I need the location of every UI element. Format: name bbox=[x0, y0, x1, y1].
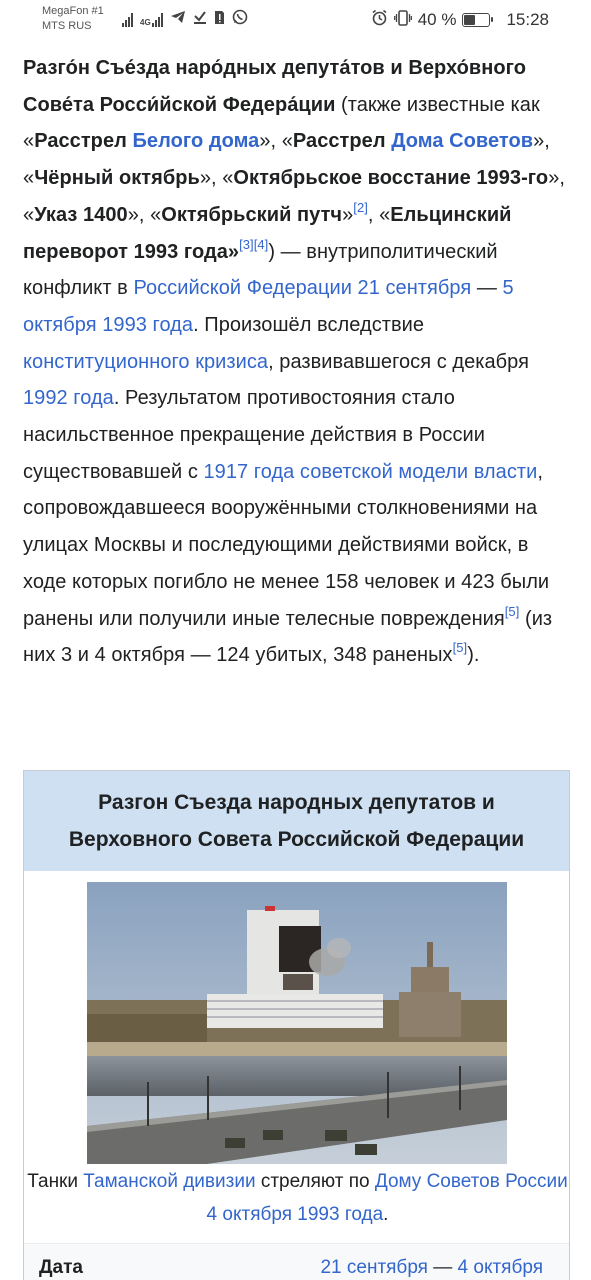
link-date-4-october[interactable]: 4 октября bbox=[457, 1257, 543, 1278]
sim-alert-icon bbox=[214, 10, 225, 30]
link-russian-federation[interactable]: Российской Федерации bbox=[133, 277, 352, 300]
reference-4[interactable]: [4] bbox=[253, 236, 269, 252]
text-segment: », « bbox=[199, 167, 234, 190]
link-belogo-doma[interactable]: Белого дома bbox=[132, 130, 260, 153]
white-house-photo[interactable] bbox=[87, 882, 507, 1164]
alt-name-rasstrel-prefix: Расстрел bbox=[34, 130, 133, 153]
system-status bbox=[371, 9, 549, 31]
text-segment: — bbox=[471, 277, 503, 300]
link-doma-sovetov[interactable]: Дома Советов bbox=[391, 130, 534, 153]
whatsapp-icon bbox=[232, 9, 248, 30]
notification-icons bbox=[122, 9, 248, 30]
status-bar bbox=[0, 0, 591, 40]
link-tamanskaya-division[interactable]: Таманской дивизии bbox=[83, 1171, 256, 1192]
vibrate-icon bbox=[394, 10, 412, 31]
text-segment: », « bbox=[23, 130, 550, 190]
link-1993-year-caption[interactable]: 1993 года bbox=[297, 1204, 384, 1225]
text-segment: ) — внутриполитический конфликт в bbox=[23, 240, 498, 300]
infobox-body bbox=[24, 871, 569, 1280]
alt-name-rasstrel-prefix-2: Расстрел bbox=[292, 130, 392, 153]
link-date-21-september[interactable]: 21 сентября bbox=[320, 1257, 428, 1278]
link-dom-sovetov-rossii[interactable]: Дому Советов России bbox=[374, 1171, 568, 1192]
battery-percentage: 40 % bbox=[417, 10, 457, 29]
text-segment: , развивавшегося с декабря bbox=[268, 350, 530, 373]
text-segment: . Результатом противостояния стало насильственное прекращение действия в России существовавшей с bbox=[23, 387, 485, 483]
text-segment: », « bbox=[127, 203, 162, 226]
text-segment: ). bbox=[467, 644, 480, 667]
date-label: Дата bbox=[39, 1257, 83, 1278]
text-segment: (также известные как « bbox=[23, 93, 540, 153]
infobox bbox=[23, 770, 570, 1280]
text-segment: , « bbox=[367, 203, 391, 226]
caption-text: стреляют по bbox=[255, 1171, 375, 1192]
battery-icon bbox=[462, 13, 490, 27]
link-1993-year[interactable]: 1993 года bbox=[102, 313, 194, 336]
alt-name-ukaz: Указ 1400 bbox=[34, 203, 128, 226]
link-5-october[interactable]: 5 октября bbox=[23, 277, 514, 336]
infobox-title: Разгон Съезда народных депутатов и Верховного Совета Российской Федерации bbox=[24, 771, 569, 871]
alarm-icon bbox=[371, 9, 388, 31]
date-value bbox=[320, 1257, 543, 1279]
carrier-info bbox=[42, 4, 104, 34]
reference-5[interactable]: [5] bbox=[504, 603, 520, 619]
telegram-icon bbox=[170, 10, 186, 29]
text-segment: (из них 3 и 4 октября — 124 убитых, 348 раненых bbox=[23, 607, 553, 667]
carrier-name-2: MTS RUS bbox=[42, 20, 92, 32]
reference-2[interactable]: [2] bbox=[353, 199, 368, 215]
caption-text: Танки bbox=[27, 1171, 84, 1192]
link-constitutional-crisis[interactable]: конституционного кризиса bbox=[23, 350, 269, 373]
caption-text: . bbox=[383, 1204, 389, 1225]
photo-caption bbox=[24, 1165, 571, 1231]
alt-name-black-october: Чёрный октябрь bbox=[34, 167, 200, 190]
article-lead-paragraph bbox=[23, 50, 568, 674]
carrier-name-1: MegaFon #1 bbox=[42, 5, 104, 17]
link-1992-year[interactable]: 1992 года bbox=[23, 387, 114, 410]
signal-icon bbox=[122, 13, 133, 27]
text-segment: » bbox=[342, 203, 354, 226]
date-separator: — bbox=[427, 1257, 458, 1278]
text-segment: . Произошёл вследствие bbox=[193, 313, 425, 336]
text-segment: , сопровождавшееся вооружёнными столкновениями на улицах Москвы и последующими действиями войск, в ходе которых погибло не менее 158 человек и 423 были ранены или получили иные телесные повреждения bbox=[23, 460, 550, 630]
reference-5-second[interactable]: [5] bbox=[452, 640, 468, 656]
alt-name-yeltsin-coup: Ельцинский переворот 1993 года» bbox=[23, 203, 512, 263]
article-title-bold: Разго́н Съе́зда наро́дных депута́тов и Верхо́вного Сове́та Росси́йской Федера́ции bbox=[23, 57, 527, 116]
4g-signal-icon: 4G bbox=[140, 13, 163, 27]
text-segment: », « bbox=[23, 167, 565, 226]
clock: 15:28 bbox=[506, 10, 549, 29]
link-4-october[interactable]: 4 октября bbox=[206, 1204, 293, 1225]
reference-3[interactable]: [3] bbox=[239, 236, 254, 252]
link-soviet-model[interactable]: 1917 года советской модели власти bbox=[203, 460, 538, 483]
link-21-september[interactable]: 21 сентября bbox=[357, 277, 472, 300]
infobox-date-row bbox=[24, 1243, 569, 1280]
alt-name-putsch: Октябрьский путч bbox=[161, 203, 343, 226]
alt-name-uprising: Октябрьское восстание 1993-го bbox=[233, 167, 549, 190]
text-segment: », « bbox=[259, 130, 293, 153]
download-icon bbox=[193, 10, 207, 29]
